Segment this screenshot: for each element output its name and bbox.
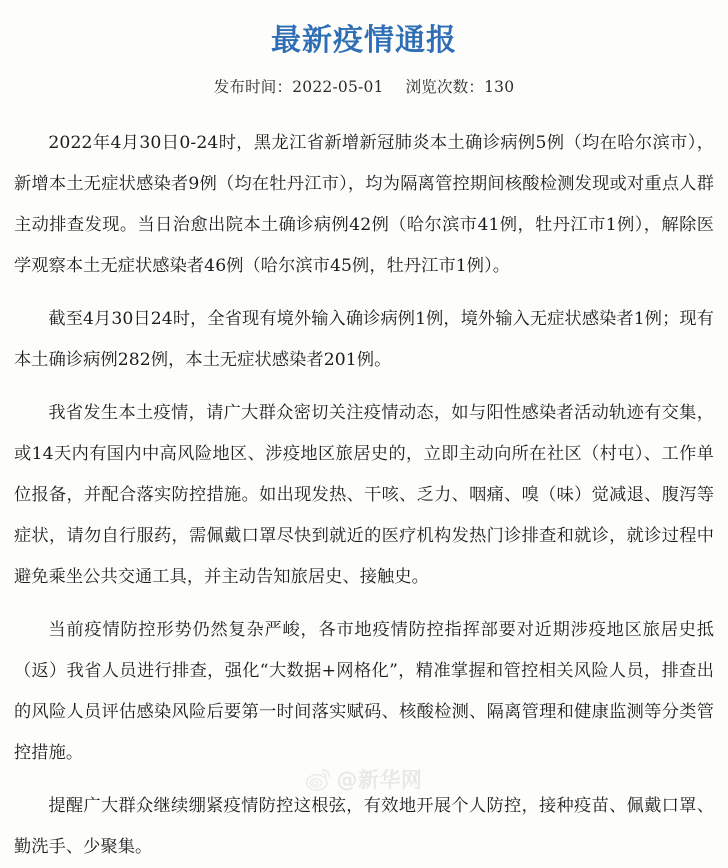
article-meta: [14, 77, 714, 97]
publish-time-label: 发布时间：: [213, 77, 293, 96]
view-count-value: 130: [484, 77, 515, 96]
publish-time-value: 2022-05-01: [292, 77, 384, 96]
publish-time: [214, 77, 384, 97]
watermark-label: @新华网: [336, 767, 423, 792]
article-paragraph: 截至4月30日24时，全省现有境外输入确诊病例1例，境外输入无症状感染者1例；现有本土确诊病例282例，本土无症状感染者201例。: [14, 308, 714, 370]
page-title: 最新疫情通报: [271, 23, 457, 58]
article-paragraph: 当前疫情防控形势仍然复杂严峻，各市地疫情防控指挥部要对近期涉疫地区旅居史抵（返）我省人员进行排查，强化“大数据+网格化”，精准掌握和管控相关风险人员，排查出的风险人员评估感染风险后要第一时间落实赋码、核酸检测、隔离管理和健康监测等分类管控措施。: [14, 619, 714, 763]
article-paragraph: 我省发生本土疫情，请广大群众密切关注疫情动态，如与阳性感染者活动轨迹有交集，或14天内有国内中高风险地区、涉疫地区旅居史的，立即主动向所在社区（村屯）、工作单位报备，并配合落实防控措施。如出现发热、干咳、乏力、咽痛、嗅（味）觉减退、腹泻等症状，请勿自行服药，需佩戴口罩尽快到就近的医疗机构发热门诊排查和就诊，就诊过程中避免乘坐公共交通工具，并主动告知旅居史、接触史。: [14, 402, 714, 587]
article-header: [14, 0, 714, 97]
view-count: [406, 77, 515, 97]
view-count-label: 浏览次数：: [405, 77, 485, 96]
article-paragraph: 2022年4月30日0-24时，黑龙江省新增新冠肺炎本土确诊病例5例（均在哈尔滨市），新增本土无症状感染者9例（均在牡丹江市），均为隔离管控期间核酸检测发现或对重点人群主动排查发现。当日治愈出院本土确诊病例42例（哈尔滨市41例，牡丹江市1例），解除医学观察本土无症状感染者46例（哈尔滨市45例，牡丹江市1例）。: [14, 132, 714, 276]
article-paragraph: 提醒广大群众继续绷紧疫情防控这根弦，有效地开展个人防控，接种疫苗、佩戴口罩、勤洗手、少聚集。: [14, 795, 714, 857]
article-body: [14, 123, 714, 868]
